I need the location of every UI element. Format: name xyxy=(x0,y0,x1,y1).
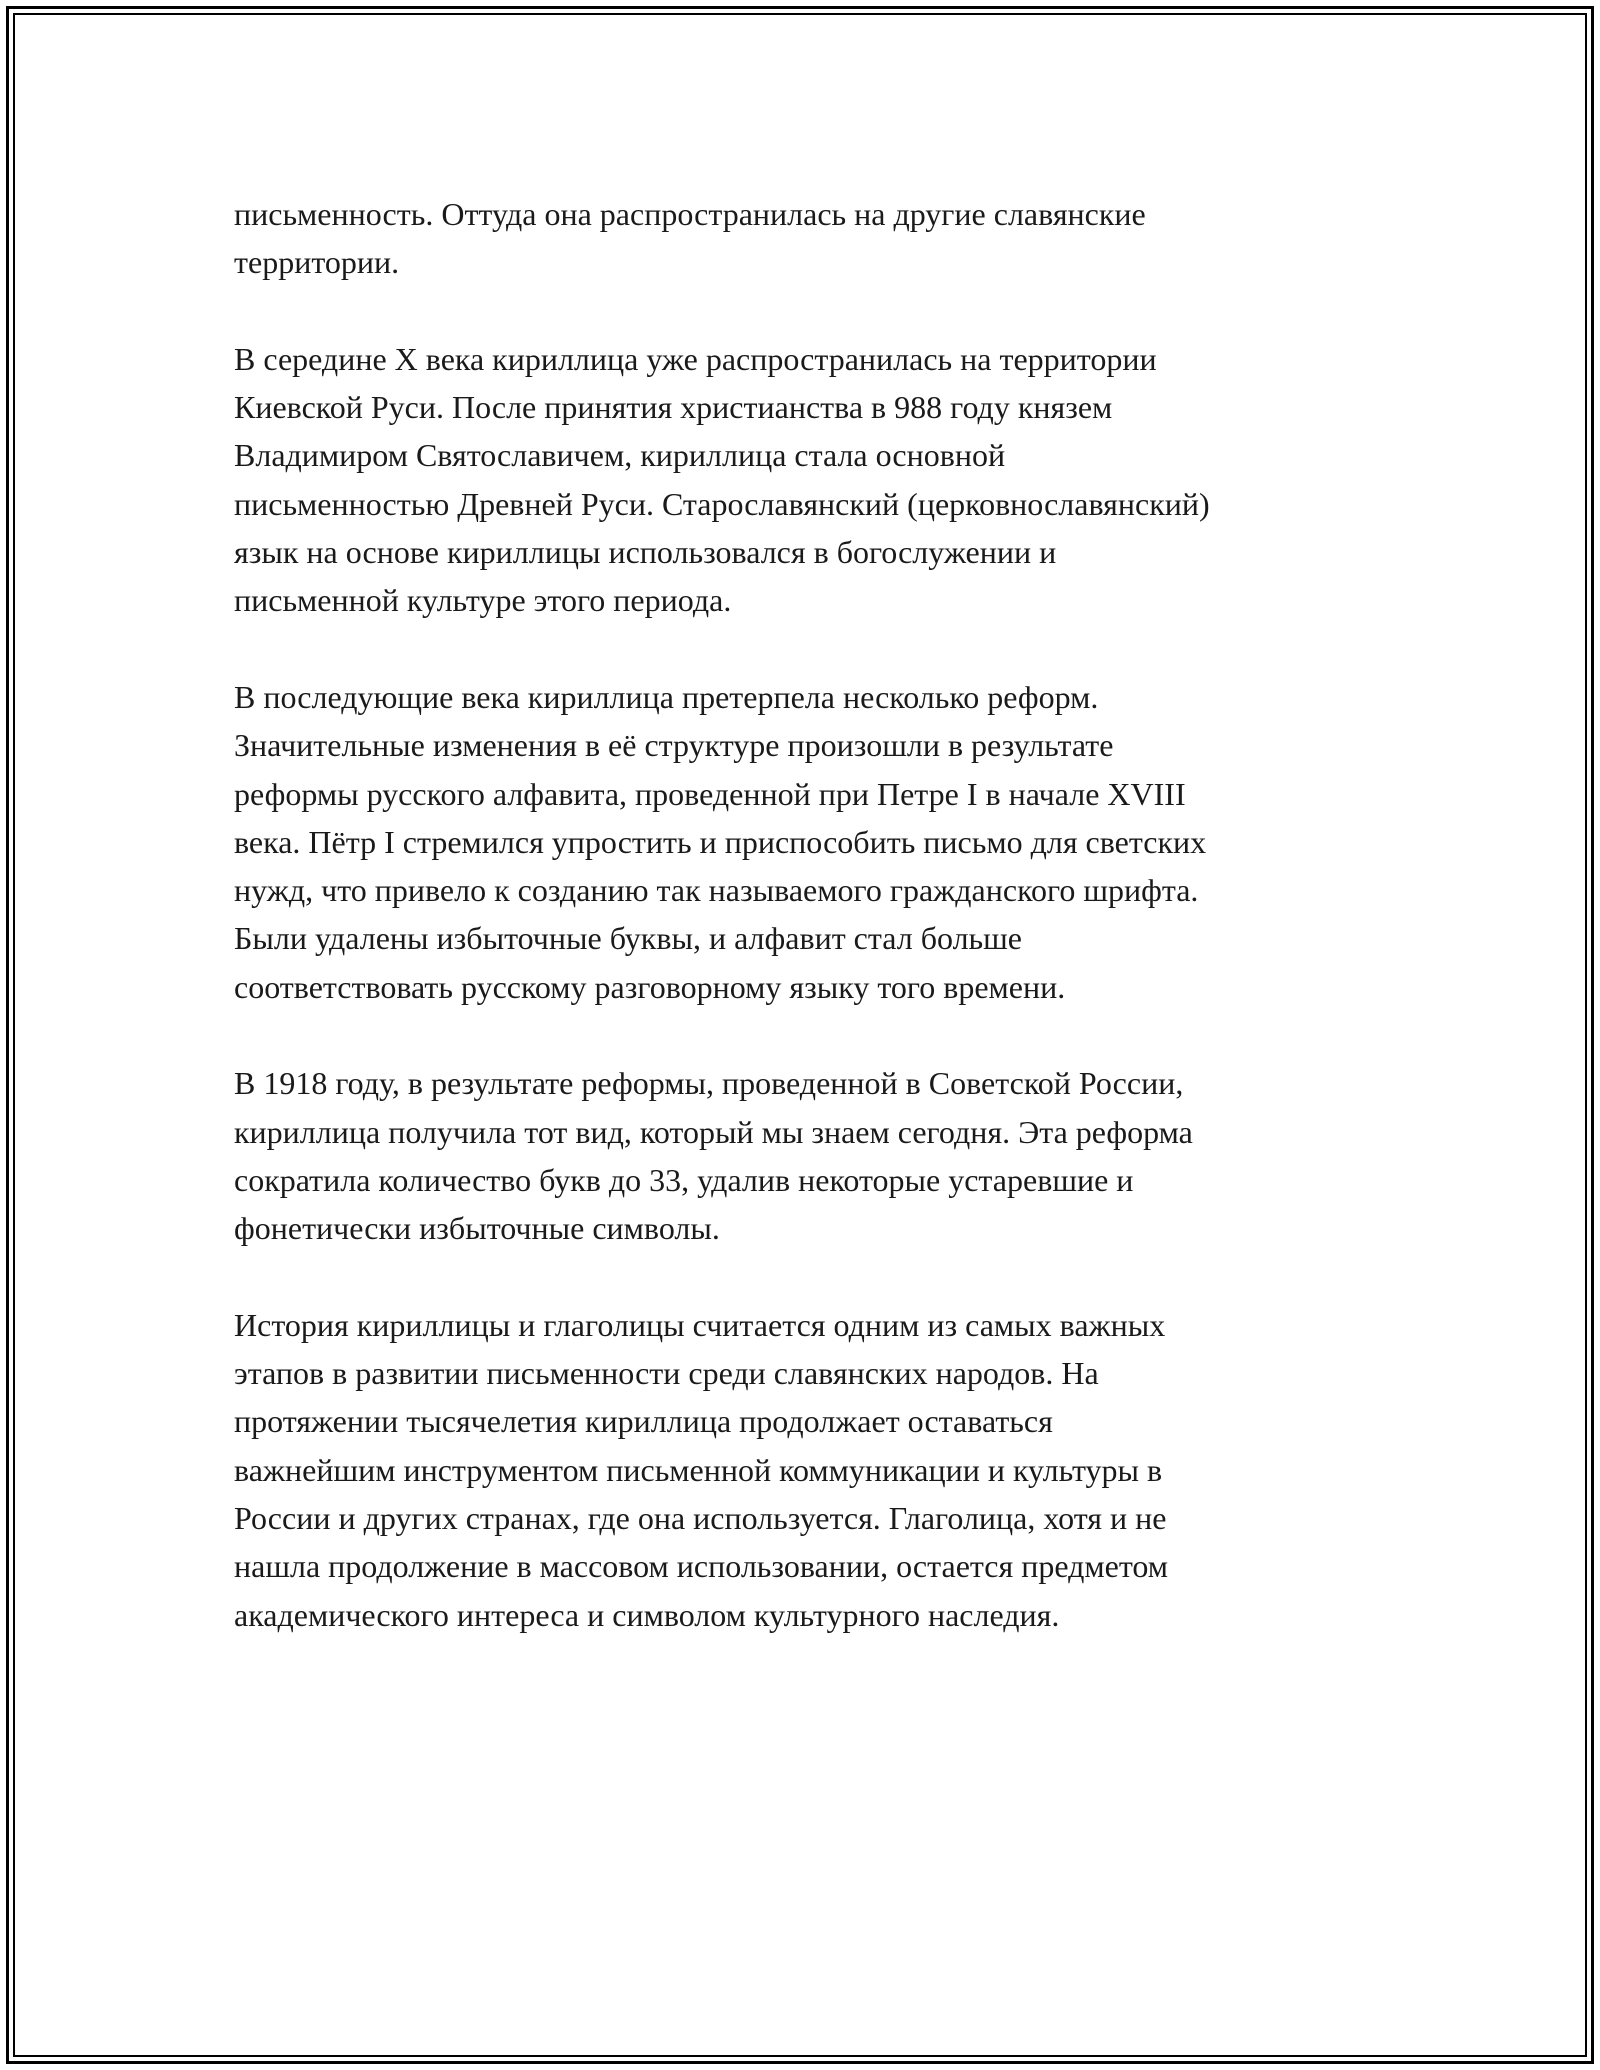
paragraph-4: В 1918 году, в результате реформы, проведенной в Советской России, кириллица получила тот вид, который мы знаем сегодня. Эта реформа сократила количество букв до 33, удалив некоторые устаревшие и фонетически избыточные символы. xyxy=(234,1065,1193,1247)
paragraph-3: В последующие века кириллица претерпела несколько реформ. Значительные изменения в её структуре произошли в результате реформы русского алфавита, проведенной при Петре I в начале XVIII века. Пётр I стремился упростить и приспособить письмо для светских нужд, что привело к созданию так называемого гражданского шрифта. Были удалены избыточные буквы, и алфавит стал больше соответствовать русскому разговорному языку того времени. xyxy=(234,678,1207,1005)
paragraph-spacer xyxy=(234,625,1394,673)
paragraph-5: История кириллицы и глаголицы считается одним из самых важных этапов в развитии письменности среди славянских народов. На протяжении тысячелетия кириллица продолжает оставаться важнейшим инструментом письменной коммуникации и культуры в России и других странах, где она используется. Глаголица, хотя и не нашла продолжение в массовом использовании, остается предметом академического интереса и символом культурного наследия. xyxy=(234,1306,1169,1633)
paragraph-spacer xyxy=(234,1011,1394,1059)
paragraph-1: письменность. Оттуда она распространилась на другие славянские территории. xyxy=(234,196,1146,281)
paragraph-spacer xyxy=(234,1253,1394,1301)
paragraph-2: В середине X века кириллица уже распространилась на территории Киевской Руси. После принятия христианства в 988 году князем Владимиром Святославичем, кириллица стала основной письменностью Древней Руси. Старославянский (церковнославянский) язык на основе кириллицы использовался в богослужении и письменной культуре этого периода. xyxy=(234,340,1210,619)
document-body xyxy=(234,190,1394,1639)
paragraph-spacer xyxy=(234,287,1394,335)
